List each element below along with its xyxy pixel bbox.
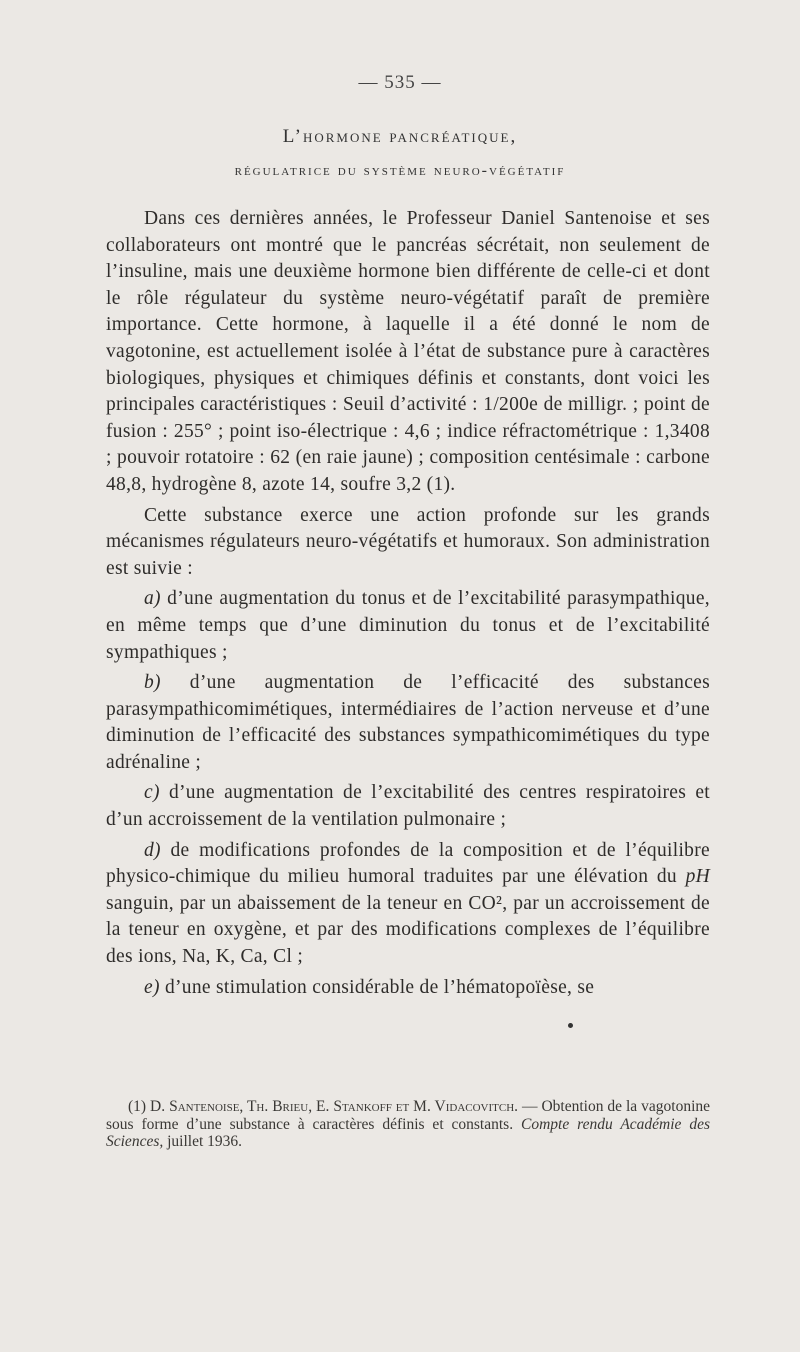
paragraph: Cette substance exerce une action profonde sur les grands mécanismes régulateurs neuro-végétatifs et humoraux. Son administration est suivie : — [106, 504, 710, 579]
body-text — [106, 206, 710, 1001]
item-text: d’une stimulation considérable de l’hématopoïèse, se — [164, 976, 595, 998]
ph-term: pH — [685, 866, 710, 888]
footnote — [106, 1098, 710, 1151]
item-text: de modifications profondes de la composition et de l’équilibre physico-chimique du milieu humoral traduites par une élévation du — [106, 839, 710, 888]
paragraph: Dans ces dernières années, le Professeur Daniel Santenoise et ses collaborateurs ont montré que le pancréas sécrétait, non seulement de l’insuline, mais une deuxième hormone bien différente de celle-ci et dont le rôle régulateur du système neuro-végétatif paraît de première importance. Cette hormone, à laquelle il a été donné le nom de vagotonine, est actuellement isolée à l’état de substance pure à caractères biologiques, physiques et chimiques définis et constants, dont voici les principales caractéristiques : Seuil d’activité : 1/200e de milligr. ; point de fusion : 255° ; point iso-électrique : 4,6 ; indice réfractométrique : 1,3408 ; pouvoir rotatoire : 62 (en raie jaune) ; composition centésimale : carbone 48,8, hydrogène 8, azote 14, soufre 3,2 (1). — [106, 208, 710, 495]
footnote-journal: Compte rendu Académie des Sciences, — [106, 1115, 710, 1150]
footnote-title: — Obtention de la vagotonine sous forme d’une substance à caractères définis et constants. — [106, 1098, 711, 1133]
item-text: d’une augmentation de l’excitabilité des centres respiratoires et d’un accroissement de la ventilation pulmonaire ; — [106, 782, 710, 831]
item-letter: e) — [144, 976, 160, 998]
page-number: — 535 — — [358, 72, 442, 93]
list-item — [106, 975, 710, 1002]
item-letter: d) — [144, 839, 161, 861]
list-item — [106, 586, 710, 666]
footnote-authors: D. Santenoise, Th. Brieu, E. Stankoff et M. Vidacovitch. — [150, 1098, 519, 1115]
footnote-marker: (1) — [128, 1098, 147, 1115]
article-title: L’hormone pancréatique, — [282, 126, 518, 147]
item-letter: a) — [144, 588, 161, 610]
footnote-date: juillet 1936. — [167, 1133, 243, 1150]
item-text: sanguin, par un abaissement de la teneur en CO², par un accroissement de la teneur en oxygène, et par des modifications complexes de l’équilibre des ions, Na, K, Ca, Cl ; — [106, 892, 710, 968]
print-speck — [568, 1023, 573, 1028]
footnote-text — [106, 1098, 710, 1151]
list-item — [106, 670, 710, 776]
item-letter: b) — [144, 672, 161, 694]
list-item — [106, 780, 710, 833]
article-subtitle: régulatrice du système neuro-végétatif — [234, 162, 566, 179]
item-letter: c) — [144, 782, 160, 804]
list-item — [106, 838, 710, 971]
item-text: d’une augmentation de l’efficacité des substances parasympathicomimétiques, intermédiaires de l’action nerveuse et d’une diminution de l’efficacité des substances sympathicomimétiques du type adrénaline ; — [106, 672, 710, 773]
item-text: d’une augmentation du tonus et de l’excitabilité parasympathique, en même temps que d’une diminution du tonus et de l’excitabilité sympathiques ; — [106, 588, 710, 663]
